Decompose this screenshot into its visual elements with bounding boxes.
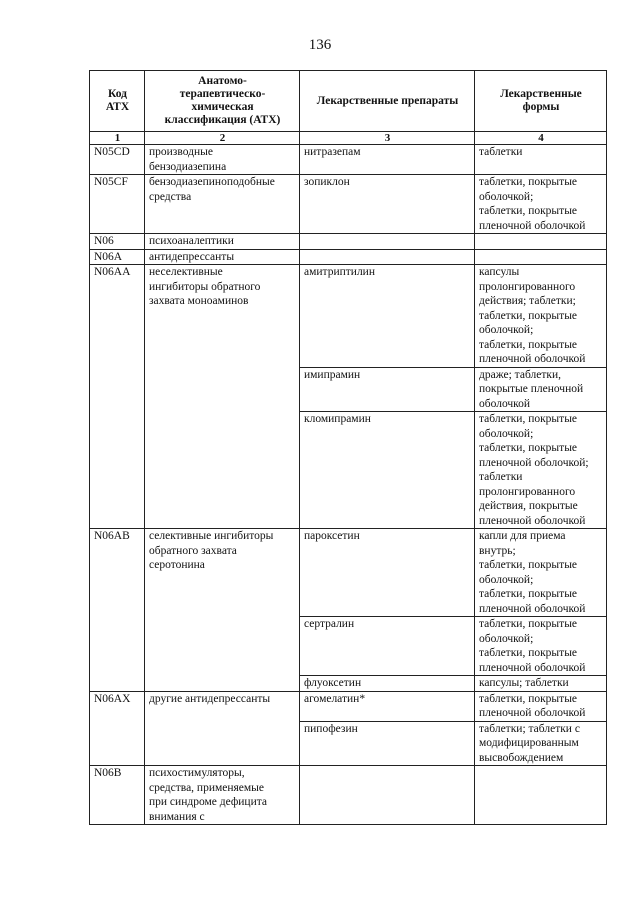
- table-row: [90, 175, 607, 234]
- drug-cell: кломипрамин: [300, 412, 475, 529]
- table-row: [90, 234, 607, 250]
- classification-cell: селективные ингибиторы обратного захвата серотонина: [145, 529, 300, 692]
- drug-cell: пипофезин: [300, 721, 475, 766]
- table-row: [90, 691, 607, 721]
- header-drugs: Лекарственные препараты: [300, 71, 475, 132]
- dosage-form-cell: таблетки; таблетки с модифицированным высвобождением: [475, 721, 607, 766]
- column-number: 1: [90, 132, 145, 145]
- atc-code-cell: N05CD: [90, 145, 145, 175]
- column-number: 4: [475, 132, 607, 145]
- table-row: [90, 249, 607, 265]
- column-number: 2: [145, 132, 300, 145]
- header-code: Код АТХ: [90, 71, 145, 132]
- dosage-form-cell: таблетки, покрытые оболочкой; таблетки, покрытые пленочной оболочкой: [475, 175, 607, 234]
- table-row: [90, 265, 607, 368]
- header-row: [90, 71, 607, 132]
- dosage-form-cell: таблетки, покрытые пленочной оболочкой: [475, 691, 607, 721]
- classification-cell: бензодиазепиноподобные средства: [145, 175, 300, 234]
- drug-cell: [300, 249, 475, 265]
- drug-cell: пароксетин: [300, 529, 475, 617]
- dosage-form-cell: таблетки, покрытые оболочкой; таблетки, покрытые пленочной оболочкой; таблетки пролонгированного действия, покрытые пленочной оболочкой: [475, 412, 607, 529]
- atc-table: [89, 70, 607, 825]
- drug-cell: агомелатин*: [300, 691, 475, 721]
- atc-code-cell: N06AB: [90, 529, 145, 692]
- atc-code-cell: N06B: [90, 766, 145, 825]
- table-row: [90, 766, 607, 825]
- dosage-form-cell: капсулы пролонгированного действия; таблетки; таблетки, покрытые оболочкой; таблетки, покрытые пленочной оболочкой: [475, 265, 607, 368]
- drug-cell: [300, 234, 475, 250]
- classification-cell: психоаналептики: [145, 234, 300, 250]
- dosage-form-cell: [475, 249, 607, 265]
- drug-cell: амитриптилин: [300, 265, 475, 368]
- table-body: [90, 145, 607, 825]
- drug-cell: сертралин: [300, 617, 475, 676]
- atc-code-cell: N06AA: [90, 265, 145, 529]
- atc-code-cell: N06: [90, 234, 145, 250]
- header-classification: Анатомо- терапевтическо- химическая классификация (АТХ): [145, 71, 300, 132]
- dosage-form-cell: [475, 766, 607, 825]
- classification-cell: неселективные ингибиторы обратного захвата моноаминов: [145, 265, 300, 529]
- page-number: 136: [308, 37, 332, 53]
- table-row: [90, 529, 607, 617]
- dosage-form-cell: капли для приема внутрь; таблетки, покрытые оболочкой; таблетки, покрытые пленочной оболочкой: [475, 529, 607, 617]
- dosage-form-cell: драже; таблетки, покрытые пленочной оболочкой: [475, 367, 607, 412]
- classification-cell: производные бензодиазепина: [145, 145, 300, 175]
- header-forms: Лекарственные формы: [475, 71, 607, 132]
- atc-code-cell: N06A: [90, 249, 145, 265]
- drug-cell: зопиклон: [300, 175, 475, 234]
- drug-cell: [300, 766, 475, 825]
- drug-cell: имипрамин: [300, 367, 475, 412]
- dosage-form-cell: таблетки, покрытые оболочкой; таблетки, покрытые пленочной оболочкой: [475, 617, 607, 676]
- classification-cell: другие антидепрессанты: [145, 691, 300, 766]
- dosage-form-cell: таблетки: [475, 145, 607, 175]
- column-number-row: [90, 132, 607, 145]
- drug-cell: нитразепам: [300, 145, 475, 175]
- atc-code-cell: N06AX: [90, 691, 145, 766]
- table-row: [90, 145, 607, 175]
- drug-cell: флуоксетин: [300, 676, 475, 692]
- column-number: 3: [300, 132, 475, 145]
- classification-cell: психостимуляторы, средства, применяемые при синдроме дефицита внимания с: [145, 766, 300, 825]
- dosage-form-cell: [475, 234, 607, 250]
- dosage-form-cell: капсулы; таблетки: [475, 676, 607, 692]
- atc-code-cell: N05CF: [90, 175, 145, 234]
- classification-cell: антидепрессанты: [145, 249, 300, 265]
